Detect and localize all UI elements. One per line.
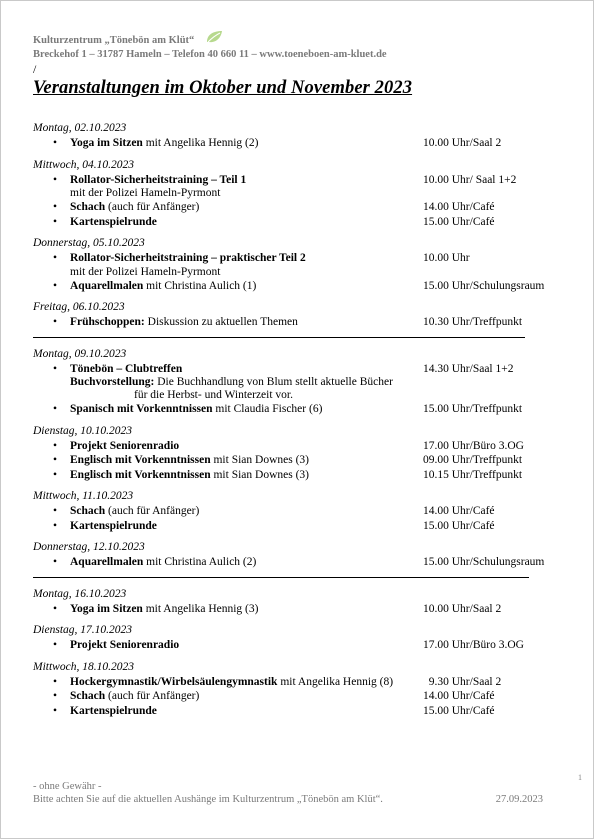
- event-details: (auch für Anfänger): [105, 690, 200, 702]
- event-item: [33, 519, 553, 534]
- event-time-location: 15.00 Uhr/Schulungsraum: [423, 556, 545, 568]
- event-title: [70, 453, 309, 468]
- event-date: Montag, 02.10.2023: [33, 122, 127, 134]
- event-day: [33, 347, 553, 417]
- event-day: [33, 300, 553, 330]
- event-name: Schach: [70, 690, 106, 702]
- event-time-location: 10.00 Uhr: [423, 252, 470, 264]
- event-note-label: Buchvorstellung:: [70, 376, 155, 388]
- event-date: Mittwoch, 18.10.2023: [33, 660, 134, 673]
- event-subtitle: mit der Polizei Hameln-Pyrmont: [70, 187, 221, 199]
- event-name: Kartenspielrunde: [70, 215, 157, 228]
- event-title: [70, 362, 182, 377]
- event-name: Schach: [70, 201, 106, 213]
- event-details: mit Sian Downes (3): [210, 454, 309, 466]
- event-day: [33, 587, 553, 617]
- text-cursor: /: [33, 62, 37, 76]
- event-title: [70, 689, 199, 704]
- event-note-text-2: für die Herbst- und Winterzeit vor.: [134, 389, 294, 401]
- events-content: [33, 121, 553, 725]
- event-name: Rollator-Sicherheitstraining – praktischer Teil 2: [70, 252, 306, 264]
- event-time-location: 14.00 Uhr/Café: [423, 690, 495, 702]
- event-item: [33, 251, 553, 266]
- event-time-location: 17.00 Uhr/Büro 3.OG: [423, 639, 524, 651]
- event-name: Kartenspielrunde: [70, 519, 157, 532]
- event-item: [33, 215, 553, 230]
- event-time-location: 10.00 Uhr/Saal 2: [423, 602, 502, 615]
- section-divider: [33, 337, 525, 338]
- events-section-3: [33, 587, 553, 719]
- event-time-location: 10.00 Uhr/ Saal 1+2: [423, 173, 517, 186]
- notice: Bitte achten Sie auf die aktuellen Aushänge im Kulturzentrum „Tönebön am Klüt“.: [33, 794, 383, 805]
- event-item: [33, 453, 553, 468]
- events-section-2: [33, 347, 553, 570]
- event-time-location: 15.00 Uhr/Treffpunkt: [423, 403, 523, 415]
- event-title: [70, 279, 256, 294]
- section-divider: [33, 577, 529, 578]
- event-time-location: 14.00 Uhr/Café: [423, 201, 495, 213]
- event-time-location: 15.00 Uhr/Café: [423, 704, 495, 717]
- event-item: [33, 675, 553, 690]
- event-details: mit Claudia Fischer (6): [212, 403, 323, 415]
- event-date: Montag, 16.10.2023: [33, 587, 127, 600]
- event-date: Dienstag, 10.10.2023: [33, 424, 133, 437]
- event-name: Kartenspielrunde: [70, 704, 157, 717]
- event-item: [33, 279, 553, 294]
- event-name: Spanisch mit Vorkenntnissen: [70, 403, 213, 415]
- event-title: [70, 468, 309, 483]
- event-title: [70, 215, 157, 230]
- event-name: Yoga im Sitzen: [70, 137, 143, 149]
- event-name: Englisch mit Vorkenntnissen: [70, 468, 211, 481]
- event-item: [33, 602, 553, 617]
- event-name: Frühschoppen:: [70, 316, 145, 328]
- event-details: mit Angelika Hennig (3): [142, 602, 259, 615]
- disclaimer: - ohne Gewähr -: [33, 781, 102, 792]
- event-day: [33, 623, 553, 653]
- event-time-location: 15.00 Uhr/Schulungsraum: [423, 279, 545, 292]
- event-item: [33, 402, 553, 417]
- org-name: Kulturzentrum „Tönebön am Klüt“: [33, 35, 195, 46]
- document-date: 27.09.2023: [495, 794, 543, 805]
- event-details: mit Christina Aulich (2): [143, 556, 257, 568]
- event-item: [33, 689, 553, 704]
- event-time-location: 15.00 Uhr/Café: [423, 215, 495, 228]
- event-date: Mittwoch, 11.10.2023: [33, 490, 134, 502]
- event-note-text: Die Buchhandlung von Blum stellt aktuelle Bücher: [154, 376, 393, 388]
- event-name: Schach: [70, 505, 106, 517]
- event-time-location: 14.30 Uhr/Saal 1+2: [423, 362, 514, 375]
- event-item: [33, 200, 553, 215]
- event-title: [70, 439, 179, 454]
- event-name: Englisch mit Vorkenntnissen: [70, 454, 211, 466]
- event-title: [70, 136, 258, 151]
- event-item: [33, 439, 553, 454]
- event-title: [70, 638, 179, 653]
- event-day: [33, 158, 553, 230]
- event-item: [33, 136, 553, 151]
- event-time-location: 15.00 Uhr/Café: [423, 519, 495, 532]
- event-title: [70, 173, 246, 188]
- event-time-location: 10.30 Uhr/Treffpunkt: [423, 316, 523, 328]
- event-details: mit Christina Aulich (1): [143, 279, 257, 292]
- event-title: [70, 251, 306, 266]
- page-title: Veranstaltungen im Oktober und November 2023: [33, 78, 413, 98]
- event-name: Rollator-Sicherheitstraining – Teil 1: [70, 173, 247, 186]
- event-note: [33, 376, 553, 389]
- event-note-continued: [33, 389, 553, 402]
- event-item: [33, 362, 553, 377]
- event-details: Diskussion zu aktuellen Themen: [144, 316, 298, 328]
- event-title: [70, 402, 322, 417]
- event-day: [33, 424, 553, 483]
- event-time-location: 09.00 Uhr/Treffpunkt: [423, 454, 523, 466]
- leaf-logo-icon: [205, 30, 223, 44]
- event-time-location: 10.15 Uhr/Treffpunkt: [423, 468, 523, 481]
- event-title: [70, 555, 256, 570]
- event-details: (auch für Anfänger): [105, 201, 200, 213]
- org-address: Breckehof 1 – 31787 Hameln – Telefon 40 660 11 – www.toeneboen-am-kluet.de: [33, 49, 387, 60]
- event-item: [33, 468, 553, 483]
- event-title: [70, 519, 157, 534]
- event-item: [33, 638, 553, 653]
- event-name: Tönebön – Clubtreffen: [70, 362, 183, 375]
- event-item: [33, 315, 553, 330]
- event-item: [33, 504, 553, 519]
- event-details: (auch für Anfänger): [105, 505, 200, 517]
- event-day: [33, 121, 553, 151]
- event-title: [70, 675, 393, 690]
- event-item: [33, 704, 553, 719]
- event-time-location: 9.30 Uhr/Saal 2: [423, 675, 502, 688]
- event-day: [33, 489, 553, 533]
- event-title: [70, 200, 199, 215]
- event-date: Montag, 09.10.2023: [33, 347, 127, 360]
- event-date: Dienstag, 17.10.2023: [33, 624, 133, 636]
- event-name: Yoga im Sitzen: [70, 602, 143, 615]
- event-day: [33, 540, 553, 570]
- event-title: [70, 602, 258, 617]
- event-name: Projekt Seniorenradio: [70, 439, 180, 452]
- event-details: mit Angelika Hennig (8): [277, 675, 394, 688]
- event-item: [33, 173, 553, 188]
- event-time-location: 14.00 Uhr/Café: [423, 505, 495, 517]
- event-name: Aquarellmalen: [70, 279, 144, 292]
- event-name: Hockergymnastik/Wirbelsäulengymnastik: [70, 675, 278, 688]
- events-section-1: [33, 121, 553, 330]
- event-title: [70, 504, 199, 519]
- event-details: mit Sian Downes (3): [210, 468, 309, 481]
- event-date: Freitag, 06.10.2023: [33, 301, 125, 313]
- event-date: Donnerstag, 05.10.2023: [33, 237, 145, 249]
- event-item: [33, 555, 553, 570]
- event-title: [70, 704, 157, 719]
- event-time-location: 17.00 Uhr/Büro 3.OG: [423, 439, 524, 452]
- page-footer: [33, 780, 543, 806]
- event-title: [70, 315, 298, 330]
- event-subtitle: mit der Polizei Hameln-Pyrmont: [70, 265, 221, 278]
- event-details: mit Angelika Hennig (2): [142, 137, 259, 149]
- event-name: Aquarellmalen: [70, 556, 144, 568]
- event-date: Mittwoch, 04.10.2023: [33, 158, 134, 171]
- event-day: [33, 236, 553, 293]
- event-name: Projekt Seniorenradio: [70, 639, 180, 651]
- page-mark: 1: [578, 773, 582, 782]
- event-date: Donnerstag, 12.10.2023: [33, 541, 145, 553]
- event-day: [33, 660, 553, 719]
- event-time-location: 10.00 Uhr/Saal 2: [423, 137, 502, 149]
